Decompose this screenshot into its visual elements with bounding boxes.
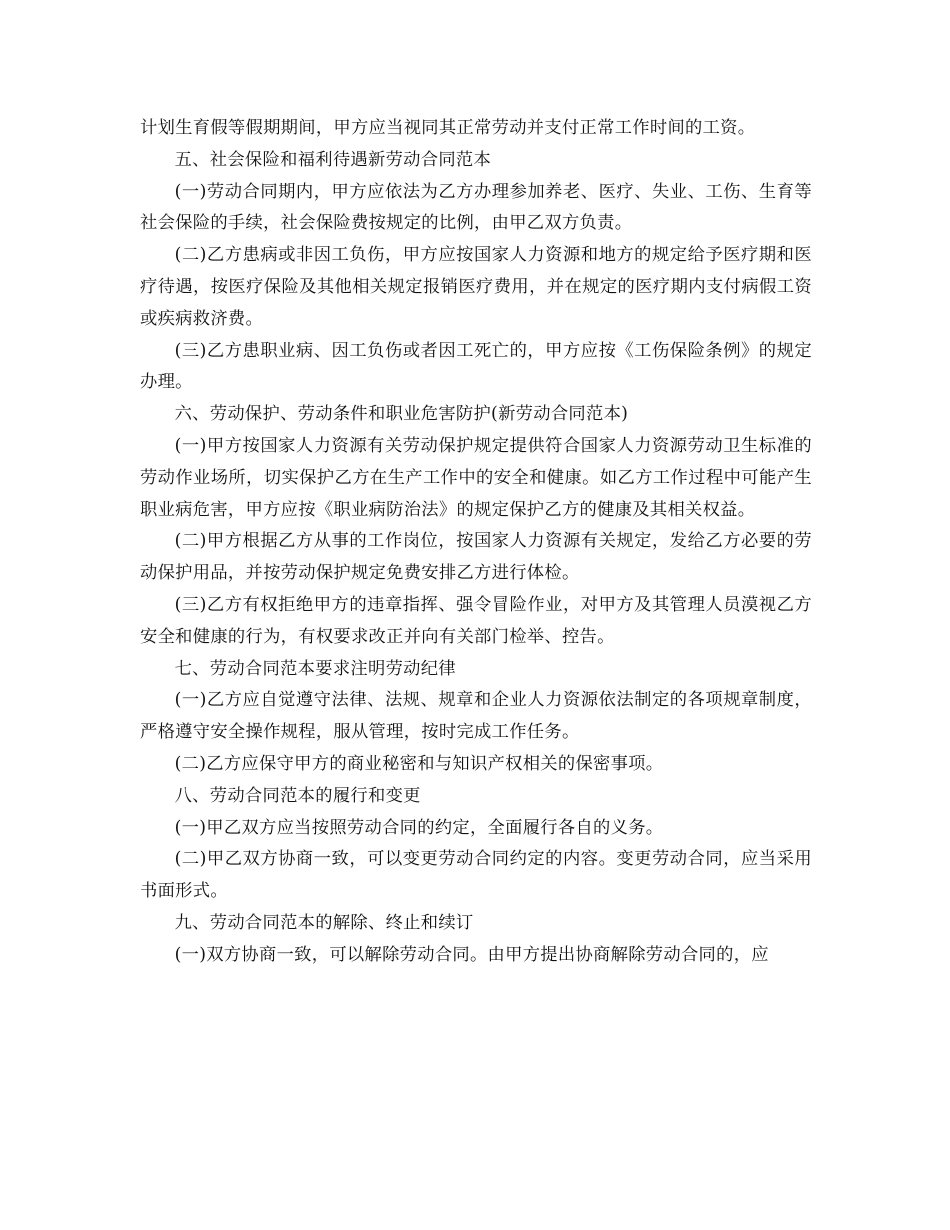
section-heading: 六、劳动保护、劳动条件和职业危害防护(新劳动合同范本) [174,404,629,425]
section-heading: 五、社会保险和福利待遇新劳动合同范本 [174,149,492,170]
paragraph: 计划生育假等假期期间，甲方应当视同其正常劳动并支付正常工作时间的工资。 [140,118,756,138]
paragraph: (一)双方协商一致，可以解除劳动合同。由甲方提出协商解除劳动合同的，应 [174,944,769,965]
paragraph: (二)甲乙双方协商一致，可以变更劳动合同约定的内容。变更劳动合同，应当采用书面形式。 [140,849,812,902]
section-heading: 八、劳动合同范本的履行和变更 [174,785,421,806]
paragraph: (二)甲方根据乙方从事的工作岗位，按国家人力资源有关规定，发给乙方必要的劳动保护用品，并按劳动保护规定免费安排乙方进行体检。 [140,531,812,584]
document-body [140,113,812,972]
paragraph: (二)乙方患病或非因工负伤，甲方应按国家人力资源和地方的规定给予医疗期和医疗待遇，按医疗保险及其他相关规定报销医疗费用，并在规定的医疗期内支付病假工资或疾病救济费。 [140,245,812,329]
paragraph: (一)劳动合同期内，甲方应依法为乙方办理参加养老、医疗、失业、工伤、生育等社会保险的手续，社会保险费按规定的比例，由甲乙双方负责。 [140,181,812,234]
paragraph: (一)乙方应自觉遵守法律、法规、规章和企业人力资源依法制定的各项规章制度，严格遵守安全操作规程，服从管理，按时完成工作任务。 [140,690,812,743]
paragraph: (三)乙方患职业病、因工负伤或者因工死亡的，甲方应按《工伤保险条例》的规定办理。 [140,340,812,393]
paragraph: (一)甲乙双方应当按照劳动合同的约定，全面履行各自的义务。 [174,817,664,838]
section-heading: 七、劳动合同范本要求注明劳动纪律 [174,658,456,679]
paragraph: (一)甲方按国家人力资源有关劳动保护规定提供符合国家人力资源劳动卫生标准的劳动作业场所，切实保护乙方在生产工作中的安全和健康。如乙方工作过程中可能产生职业病危害，甲方应按《职业病防治法》的规定保护乙方的健康及其相关权益。 [140,435,812,520]
section-heading: 九、劳动合同范本的解除、终止和续订 [174,912,474,933]
paragraph: (三)乙方有权拒绝甲方的违章指挥、强令冒险作业，对甲方及其管理人员漠视乙方安全和健康的行为，有权要求改正并向有关部门检举、控告。 [140,594,812,647]
paragraph: (二)乙方应保守甲方的商业秘密和与知识产权相关的保密事项。 [174,753,664,774]
